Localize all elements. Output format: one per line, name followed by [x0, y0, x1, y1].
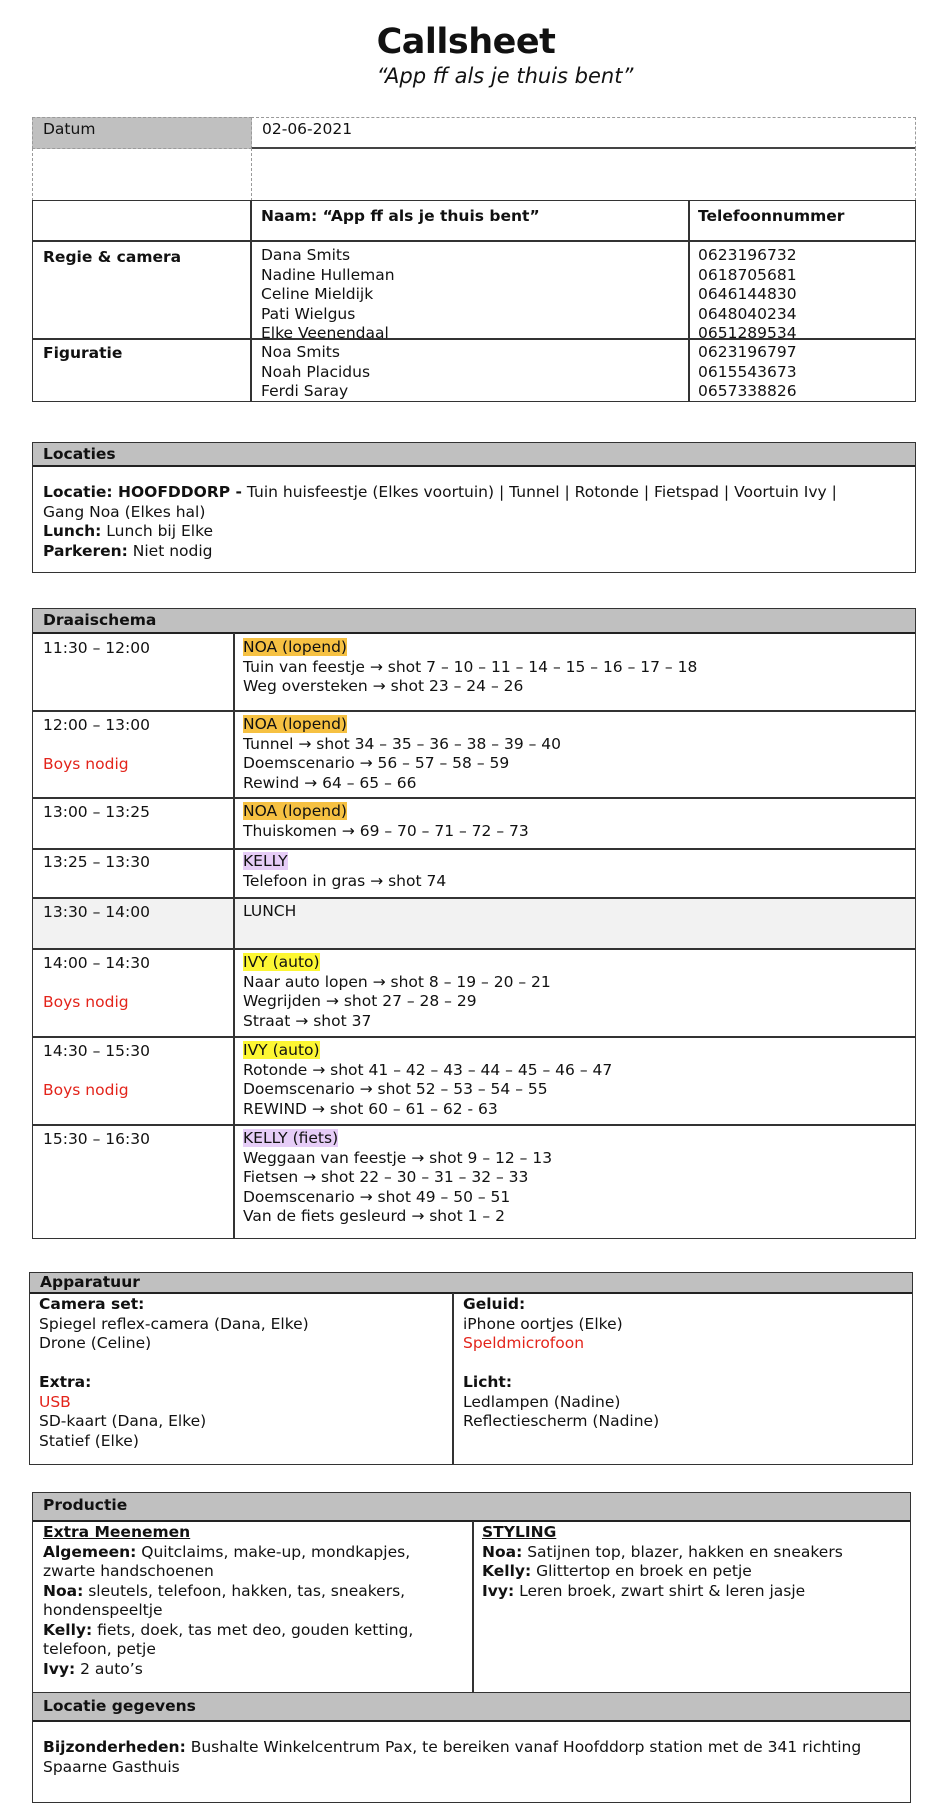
equipment-item: Spiegel reflex-camera (Dana, Elke) — [39, 1314, 309, 1333]
styling-title: STYLING — [482, 1523, 557, 1541]
person-name: Nadine Hulleman — [261, 265, 395, 284]
person-phone: 0648040234 — [698, 304, 797, 323]
schedule-time: 12:00 – 13:00 — [43, 716, 150, 734]
schedule-line: Weggaan van feestje → shot 9 – 12 – 13 — [243, 1148, 553, 1167]
ivy-text: 2 auto’s — [75, 1659, 143, 1678]
licht-label: Licht: — [463, 1373, 513, 1391]
person-phone: 0657338826 — [698, 382, 797, 400]
bijzonderheden-label: Bijzonderheden: — [43, 1738, 186, 1756]
productie-section — [32, 1492, 911, 1803]
person-name: Pati Wielgus — [261, 304, 356, 323]
date-label-cell — [32, 117, 252, 149]
schedule-tag: KELLY — [243, 852, 288, 870]
crew-table — [32, 117, 916, 402]
person-phone: 0623196797 — [698, 343, 797, 361]
equipment-item: iPhone oortjes (Elke) — [463, 1314, 623, 1333]
person-name: Ferdi Saray — [261, 382, 349, 400]
schedule-note: Boys nodig — [43, 993, 129, 1011]
group-names-figuratie — [261, 343, 370, 402]
meenemen-title: Extra Meenemen — [43, 1523, 191, 1541]
apparatuur-header: Apparatuur — [30, 1273, 912, 1294]
schedule-row-3 — [243, 802, 529, 841]
equipment-item: Statief (Elke) — [39, 1431, 139, 1450]
schedule-row-6 — [243, 953, 551, 1031]
schedule-row-7 — [243, 1041, 612, 1119]
schedule-row-2 — [243, 715, 561, 793]
kelly-label: Kelly: — [43, 1620, 93, 1639]
kelly-text: fiets, doek, tas met deo, gouden ketting, — [92, 1620, 414, 1639]
geluid-column — [463, 1295, 659, 1432]
equipment-item: SD-kaart (Dana, Elke) — [39, 1412, 207, 1430]
camera-column — [39, 1295, 309, 1451]
schedule-line: REWIND → shot 60 – 61 – 62 - 63 — [243, 1099, 498, 1118]
schedule-line: Wegrijden → shot 27 – 28 – 29 — [243, 992, 477, 1010]
productie-header: Productie — [33, 1493, 910, 1522]
schedule-tag: NOA (lopend) — [243, 802, 347, 820]
person-phone: 0623196732 — [698, 246, 797, 264]
locatie-label: Locatie: HOOFDDORP - — [43, 483, 242, 501]
bijzonderheden-text: Spaarne Gasthuis — [43, 1757, 180, 1776]
schedule-time: 14:00 – 14:30 — [43, 954, 150, 972]
schedule-time: 11:30 – 12:00 — [43, 639, 150, 657]
schedule-line: Fietsen → shot 22 – 30 – 31 – 32 – 33 — [243, 1168, 529, 1186]
locatie-line1: Tuin huisfeestje (Elkes voortuin) | Tunnel | Rotonde | Fietspad | Voortuin Ivy | — [241, 483, 837, 501]
crew-grid — [32, 200, 916, 402]
meenemen-column — [43, 1523, 413, 1679]
schedule-note: Boys nodig — [43, 755, 129, 773]
schedule-line: Straat → shot 37 — [243, 1011, 372, 1030]
apparatuur-section — [29, 1272, 913, 1465]
bijzonderheden-text: Bushalte Winkelcentrum Pax, te bereiken vanaf Hoofddorp station met de 341 richting — [185, 1738, 862, 1756]
group-phones-figuratie — [698, 343, 797, 402]
empty-cell — [251, 148, 916, 201]
equipment-item: Speldmicrofoon — [463, 1334, 585, 1352]
name-column-header: Naam: “App ff als je thuis bent” — [261, 207, 540, 225]
schedule-row-1 — [243, 638, 697, 697]
schedule-line: Weg oversteken → shot 23 – 24 – 26 — [243, 677, 524, 695]
styling-kelly-text: Glittertop en broek en petje — [531, 1562, 752, 1580]
schedule-note: Boys nodig — [43, 1081, 129, 1099]
schedule-tag: NOA (lopend) — [243, 638, 347, 656]
page-title: Callsheet — [376, 22, 556, 62]
equipment-item: USB — [39, 1392, 71, 1411]
schedule-line: Rewind → 64 – 65 – 66 — [243, 773, 417, 792]
schedule-line: Doemscenario → shot 49 – 50 – 51 — [243, 1187, 511, 1206]
schedule-time: 15:30 – 16:30 — [43, 1130, 150, 1148]
draaischema-section — [32, 608, 916, 1239]
algemeen-text: zwarte handschoenen — [43, 1562, 214, 1580]
schedule-line: Tunnel → shot 34 – 35 – 36 – 38 – 39 – 40 — [243, 734, 562, 753]
page-subtitle: “App ff als je thuis bent” — [376, 64, 634, 88]
schedule-time: 13:00 – 13:25 — [43, 803, 150, 821]
schedule-time: 13:25 – 13:30 — [43, 853, 150, 871]
ivy-label: Ivy: — [43, 1659, 76, 1678]
styling-noa-text: Satijnen top, blazer, hakken en sneakers — [522, 1542, 843, 1561]
styling-column — [482, 1523, 843, 1601]
algemeen-label: Algemeen: — [43, 1542, 137, 1561]
parkeren-label: Parkeren: — [43, 541, 128, 560]
schedule-row-4 — [243, 852, 446, 891]
schedule-line: Rotonde → shot 41 – 42 – 43 – 44 – 45 – 46 – 47 — [243, 1060, 613, 1079]
locatie-gegevens-header: Locatie gegevens — [33, 1692, 910, 1722]
person-name: Noa Smits — [261, 343, 340, 361]
group-names-regie — [261, 246, 395, 344]
date-value: 02-06-2021 — [262, 120, 353, 138]
kelly-text: telefoon, petje — [43, 1640, 156, 1658]
draaischema-header: Draaischema — [33, 609, 915, 634]
schedule-tag: IVY (auto) — [243, 953, 320, 971]
algemeen-text: Quitclaims, make-up, mondkapjes, — [136, 1542, 411, 1561]
locaties-header: Locaties — [33, 443, 915, 467]
equipment-item: Ledlampen (Nadine) — [463, 1392, 621, 1411]
styling-noa-label: Noa: — [482, 1542, 523, 1561]
equipment-item: Drone (Celine) — [39, 1334, 152, 1352]
geluid-label: Geluid: — [463, 1295, 526, 1313]
schedule-line: Naar auto lopen → shot 8 – 19 – 20 – 21 — [243, 972, 551, 991]
date-label: Datum — [43, 120, 96, 138]
locatie-line2: Gang Noa (Elkes hal) — [43, 502, 206, 521]
person-name: Elke Veenendaal — [261, 324, 389, 342]
schedule-time: 14:30 – 15:30 — [43, 1042, 150, 1060]
parkeren-value: Niet nodig — [127, 541, 213, 560]
person-phone: 0615543673 — [698, 362, 797, 381]
lunch-label: Lunch: — [43, 522, 102, 540]
schedule-line: Doemscenario → shot 52 – 53 – 54 – 55 — [243, 1080, 548, 1098]
noa-text: sleutels, telefoon, hakken, tas, sneakers, — [83, 1581, 406, 1600]
schedule-time: 13:30 – 14:00 — [43, 903, 150, 921]
bijzonderheden — [43, 1738, 861, 1777]
person-name: Celine Mieldijk — [261, 285, 374, 303]
noa-label: Noa: — [43, 1581, 84, 1600]
schedule-line: Doemscenario → 56 – 57 – 58 – 59 — [243, 754, 510, 772]
equipment-item: Reflectiescherm (Nadine) — [463, 1412, 660, 1430]
group-label-regie: Regie & camera — [43, 248, 182, 266]
schedule-tag: KELLY (fiets) — [243, 1129, 339, 1147]
person-name: Dana Smits — [261, 246, 351, 264]
schedule-line: Tuin van feestje → shot 7 – 10 – 11 – 14 – 15 – 16 – 17 – 18 — [243, 657, 698, 676]
schedule-line: Telefoon in gras → shot 74 — [243, 871, 447, 890]
schedule-row-lunch — [243, 902, 296, 922]
date-value-cell — [251, 117, 916, 149]
schedule-line: Van de fiets gesleurd → shot 1 – 2 — [243, 1207, 505, 1225]
person-name: Noah Placidus — [261, 362, 371, 381]
phone-column-header: Telefoonnummer — [698, 207, 845, 225]
locaties-section — [32, 442, 916, 573]
schedule-row-8 — [243, 1129, 552, 1227]
extra-label: Extra: — [39, 1373, 92, 1391]
schedule-tag: IVY (auto) — [243, 1041, 320, 1059]
person-phone: 0618705681 — [698, 265, 797, 284]
group-phones-regie — [698, 246, 797, 344]
person-phone: 0646144830 — [698, 285, 797, 303]
styling-ivy-label: Ivy: — [482, 1581, 515, 1600]
styling-kelly-label: Kelly: — [482, 1562, 532, 1580]
noa-text: hondenspeeltje — [43, 1601, 163, 1619]
group-label-figuratie: Figuratie — [43, 344, 123, 362]
person-phone: 0651289534 — [698, 324, 797, 342]
schedule-tag: NOA (lopend) — [243, 715, 347, 733]
camera-label: Camera set: — [39, 1295, 145, 1313]
empty-cell — [32, 148, 252, 201]
schedule-line: LUNCH — [243, 902, 297, 920]
locaties-body — [43, 483, 837, 561]
schedule-line: Thuiskomen → 69 – 70 – 71 – 72 – 73 — [243, 821, 529, 840]
lunch-value: Lunch bij Elke — [101, 522, 214, 540]
styling-ivy-text: Leren broek, zwart shirt & leren jasje — [514, 1581, 806, 1600]
